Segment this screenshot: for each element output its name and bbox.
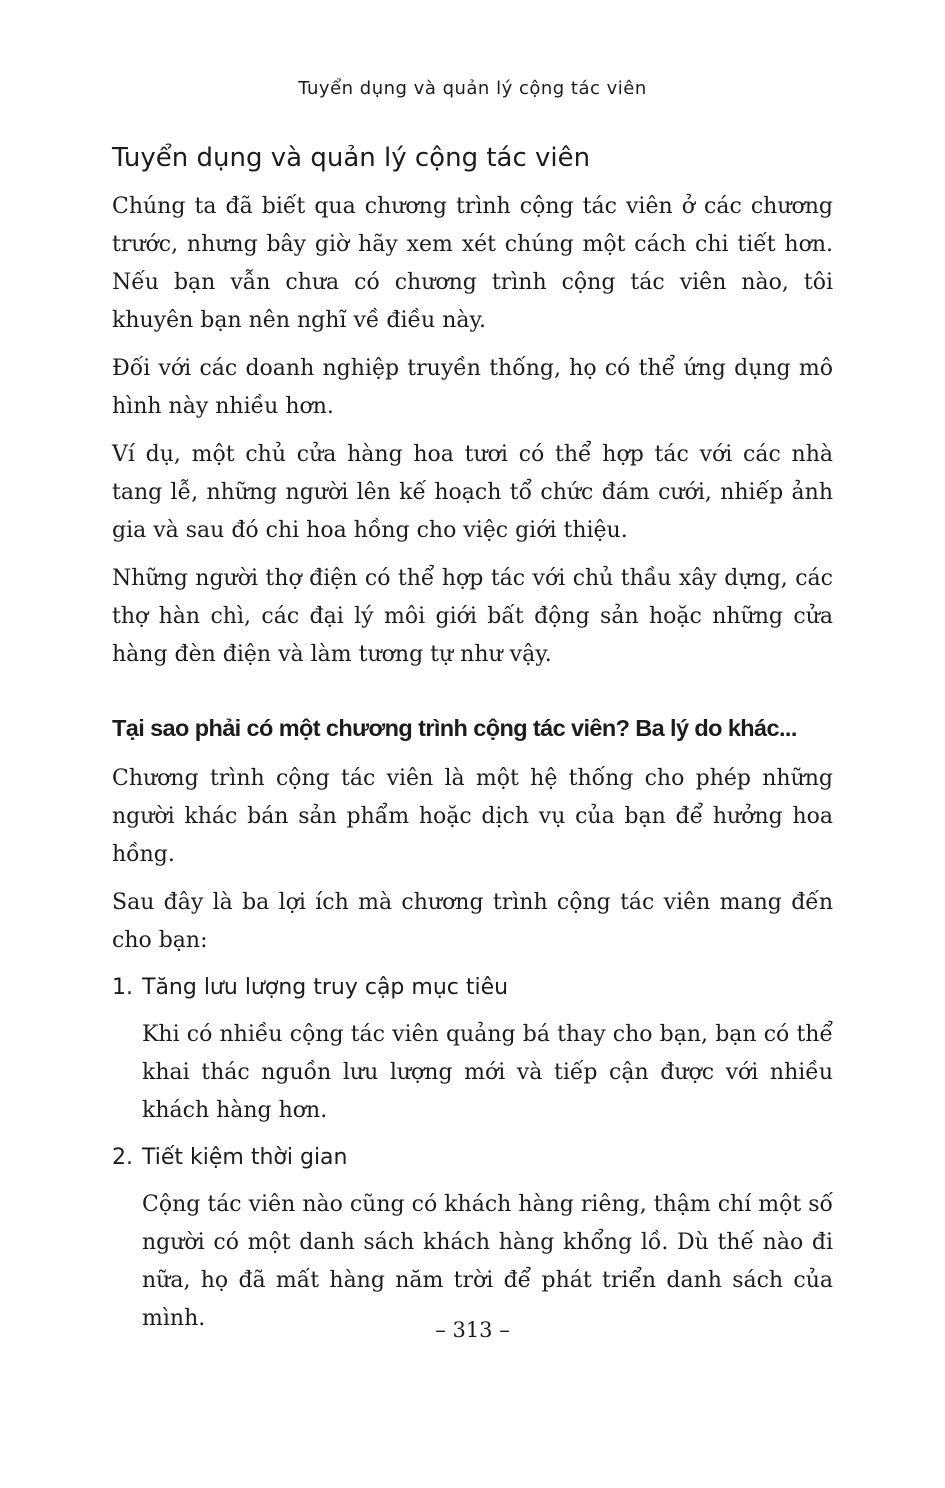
page-number: – 313 – [435,1318,510,1342]
page-content [112,140,833,1348]
paragraph-florist-example: Ví dụ, một chủ cửa hàng hoa tươi có thể hợp tác với các nhà tang lễ, những người lên kế hoạch tổ chức đám cưới, nhiếp ảnh gia và sau đó chi hoa hồng cho việc giới thiệu. [112,442,833,543]
list-item-body: Cộng tác viên nào cũng có khách hàng riêng, thậm chí một số người có một danh sách khách hàng khổng lồ. Dù thế nào đi nữa, họ đã mất hàng năm trời để phát triển danh sách của mình. [142,1192,833,1331]
paragraph-traditional-business: Đối với các doanh nghiệp truyền thống, họ có thể ứng dụng mô hình này nhiều hơn. [112,356,833,419]
paragraph-benefits-intro: Sau đây là ba lợi ích mà chương trình cộng tác viên mang đến cho bạn: [112,890,833,953]
list-item-label: Tiết kiệm thời gian [142,1145,348,1170]
section-title: Tuyển dụng và quản lý cộng tác viên [112,143,591,173]
list-item-number: 2. [112,1145,133,1170]
subsection-heading: Tại sao phải có một chương trình cộng tác viên? Ba lý do khác... [112,715,797,741]
list-item-number: 1. [112,975,133,1000]
running-header: Tuyển dụng và quản lý cộng tác viên [298,78,647,99]
list-item-title [112,970,833,1006]
list-item-title [112,1140,833,1176]
list-item-body: Khi có nhiều cộng tác viên quảng bá thay cho bạn, bạn có thể khai thác nguồn lưu lượng mới và tiếp cận được với nhiều khách hàng hơn. [142,1022,833,1123]
paragraph-intro: Chúng ta đã biết qua chương trình cộng tác viên ở các chương trước, nhưng bây giờ hãy xem xét chúng một cách chi tiết hơn. Nếu bạn vẫn chưa có chương trình cộng tác viên nào, tôi khuyên bạn nên nghĩ về điều này. [112,194,833,333]
paragraph-definition: Chương trình cộng tác viên là một hệ thống cho phép những người khác bán sản phẩm hoặc dịch vụ của bạn để hưởng hoa hồng. [112,766,833,867]
benefits-list [112,970,833,1338]
list-item-label: Tăng lưu lượng truy cập mục tiêu [142,975,509,1000]
paragraph-electrician-example: Những người thợ điện có thể hợp tác với chủ thầu xây dựng, các thợ hàn chì, các đại lý môi giới bất động sản hoặc những cửa hàng đèn điện và làm tương tự như vậy. [112,566,833,667]
